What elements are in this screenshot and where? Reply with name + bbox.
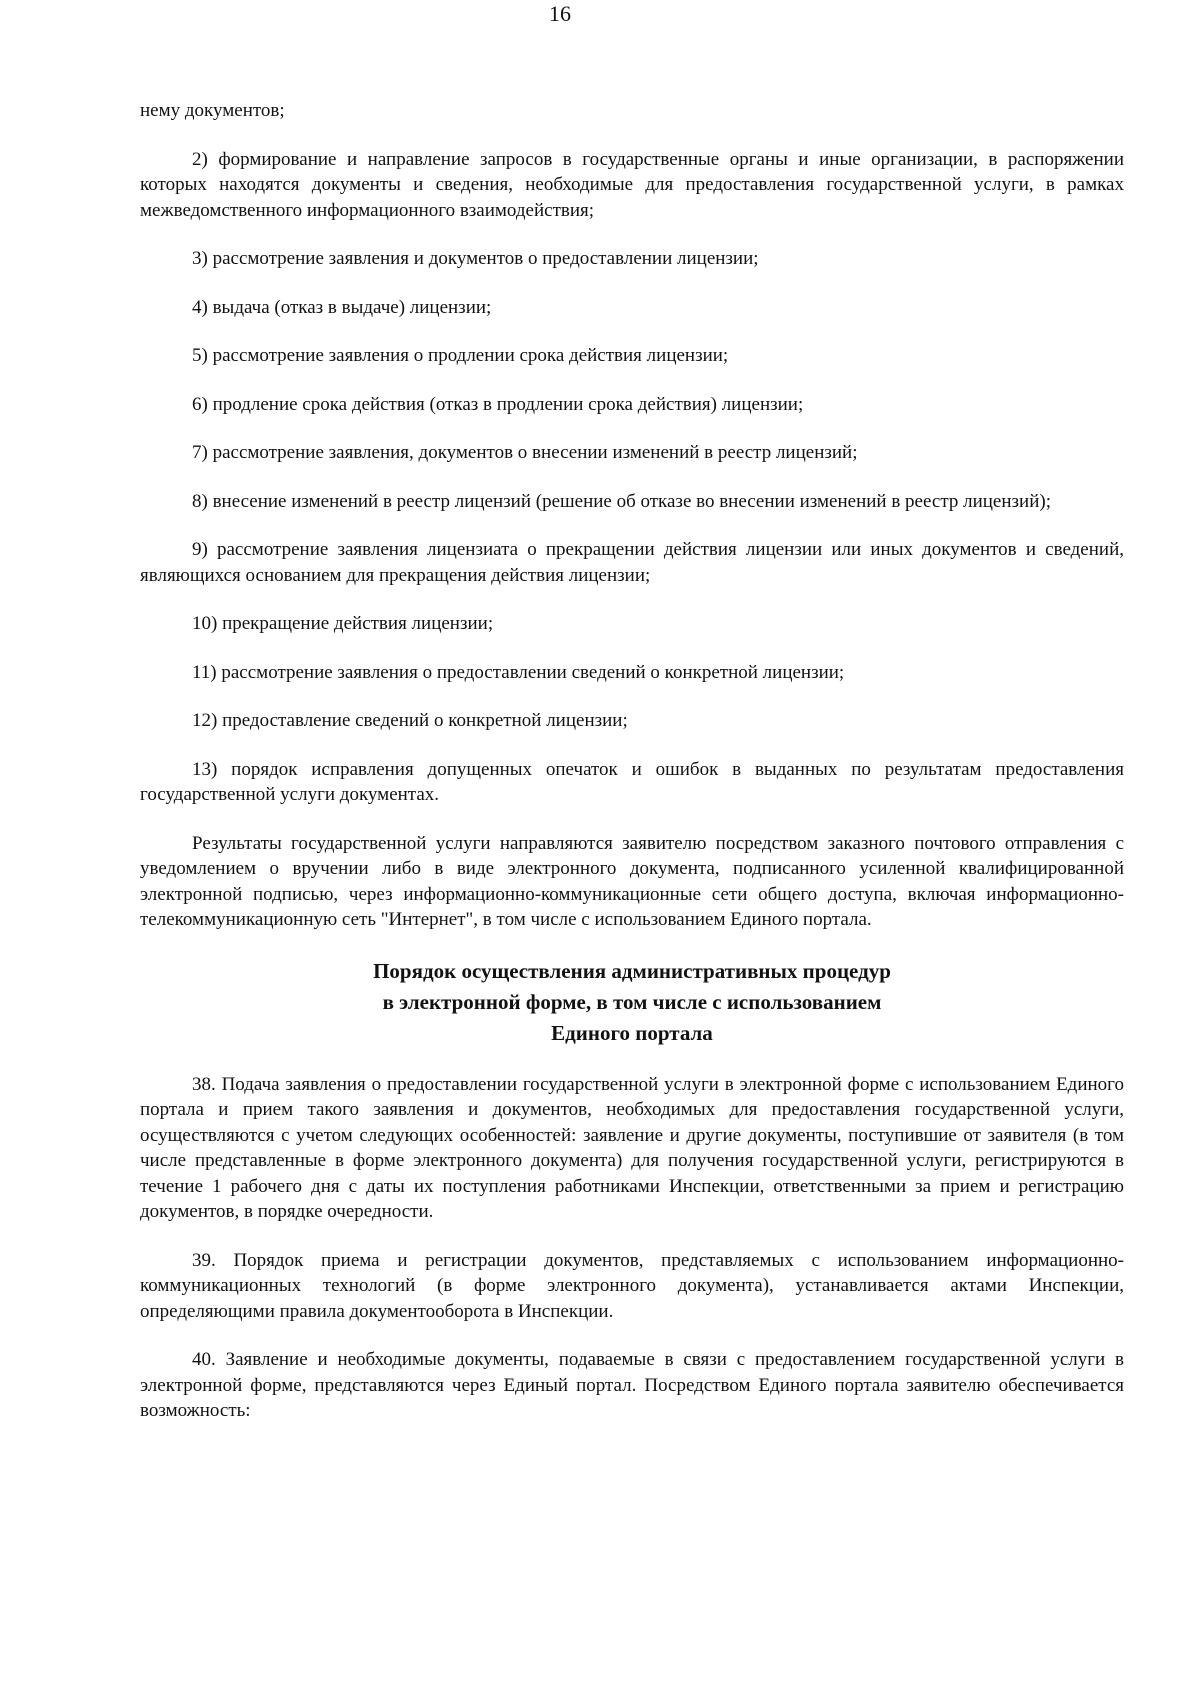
clause-paragraph-2: 39. Порядок приема и регистрации документов, представляемых с использованием информационно-коммуникационных технологий (в форме электронного документа), устанавливается актами Инспекции, определяющими правила документооборота в Инспекции. — [140, 1249, 1124, 1322]
paragraph-8: 8) внесение изменений в реестр лицензий (решение об отказе во внесении изменений в реестр лицензий); — [192, 490, 1051, 512]
paragraph-5: 5) рассмотрение заявления о продлении срока действия лицензии; — [192, 345, 729, 366]
paragraph-1: нему документов; — [140, 100, 285, 121]
paragraph-4: 4) выдача (отказ в выдаче) лицензии; — [192, 296, 492, 318]
paragraph-6: 6) продление срока действия (отказ в продлении срока действия) лицензии; — [192, 393, 804, 415]
heading-line-1: Порядок осуществления административных процедур — [373, 958, 891, 983]
list-section — [140, 98, 1124, 933]
clause-paragraph-1: 38. Подача заявления о предоставлении государственной услуги в электронной форме с использованием Единого портала и прием такого заявления и документов, необходимых для предоставления государственной услуги, осуществляются с учетом следующих особенностей: заявление и другие документы, поступившие от заявителя (в том числе представленные в форме электронного документа) для получения государственной услуги, регистрируются в течение 1 рабочего дня с даты их поступления работниками Инспекции, ответственными за прием и регистрацию документов, в порядке очередности. — [140, 1073, 1124, 1222]
paragraph-12: 12) предоставление сведений о конкретной лицензии; — [192, 710, 628, 731]
clauses-section — [140, 1072, 1124, 1424]
paragraph-2: 2) формирование и направление запросов в государственные органы и иные организации, в распоряжении которых находятся документы и сведения, необходимые для предоставления государственной услуги, в рамках межведомственного информационного взаимодействия; — [140, 148, 1124, 221]
clause-paragraph-3: 40. Заявление и необходимые документы, подаваемые в связи с предоставлением государственной услуги в электронной форме, представляются через Единый портал. Посредством Единого портала заявителю обеспечивается возможность: — [140, 1349, 1124, 1421]
heading-line-2: в электронной форме, в том числе с использованием — [382, 989, 882, 1014]
paragraph-14: Результаты государственной услуги направляются заявителю посредством заказного почтового отправления с уведомлением о вручении либо в виде электронного документа, подписанного усиленной квалифицированной электронной подписью, через информационно-коммуникационные сети общего доступа, включая информационно-телекоммуникационную сеть "Интернет", в том числе с использованием Единого портала. — [140, 832, 1124, 930]
document-body — [140, 98, 1124, 1447]
paragraph-7: 7) рассмотрение заявления, документов о внесении изменений в реестр лицензий; — [192, 442, 858, 463]
paragraph-3: 3) рассмотрение заявления и документов о предоставлении лицензии; — [192, 248, 759, 269]
paragraph-10: 10) прекращение действия лицензии; — [192, 613, 494, 634]
heading-line-3: Единого портала — [551, 1020, 713, 1045]
paragraph-11: 11) рассмотрение заявления о предоставлении сведений о конкретной лицензии; — [192, 661, 845, 683]
paragraph-9: 9) рассмотрение заявления лицензиата о прекращении действия лицензии или иных документов и сведений, являющихся основанием для прекращения действия лицензии; — [140, 539, 1124, 586]
paragraph-13: 13) порядок исправления допущенных опечаток и ошибок в выданных по результатам предоставления государственной услуги документах. — [140, 758, 1124, 805]
section-heading — [140, 956, 1124, 1049]
page-number: 16 — [549, 1, 571, 26]
